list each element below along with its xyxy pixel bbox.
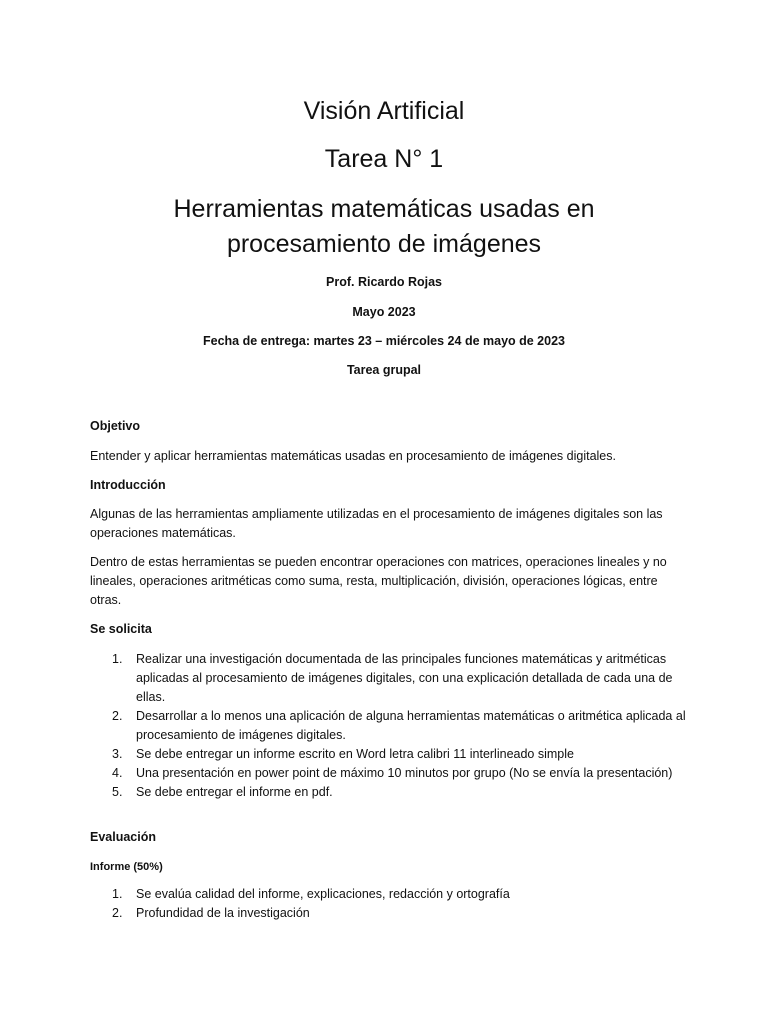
list-item-number: 5. (112, 785, 123, 799)
list-item-text: Se evalúa calidad del informe, explicaciones, redacción y ortografía (136, 887, 510, 901)
professor-name: Prof. Ricardo Rojas (326, 275, 442, 289)
list-item-text: Se debe entregar el informe en pdf. (136, 785, 333, 799)
document-title: Visión Artificial (303, 97, 465, 125)
list-item-number: 4. (112, 766, 123, 780)
list-item (90, 783, 690, 802)
subtitle-line-2: procesamiento de imágenes (226, 230, 542, 258)
report-weight-heading: Informe (50%) (90, 861, 163, 873)
list-item (90, 764, 690, 783)
group-assignment-label: Tarea grupal (346, 363, 422, 377)
assignment-number: Tarea N° 1 (324, 145, 444, 173)
requested-heading: Se solicita (90, 622, 152, 636)
list-item-number: 1. (112, 652, 123, 666)
list-item (90, 650, 690, 707)
list-item-text: Realizar una investigación documentada de las principales funciones matemáticas y aritméticas aplicadas al procesamiento de imágenes digitales, con una explicación detallada de cada una de ellas. (136, 652, 673, 704)
list-item-text: Se debe entregar un informe escrito en Word letra calibri 11 interlineado simple (136, 747, 574, 761)
introduction-heading: Introducción (90, 478, 166, 492)
list-item-text: Profundidad de la investigación (136, 906, 310, 920)
objective-text: Entender y aplicar herramientas matemáticas usadas en procesamiento de imágenes digitales. (90, 449, 616, 463)
list-item-number: 2. (112, 709, 123, 723)
list-item-number: 2. (112, 906, 123, 920)
evaluation-list (90, 885, 690, 923)
introduction-paragraph-2: Dentro de estas herramientas se pueden encontrar operaciones con matrices, operaciones lineales y no lineales, operaciones aritméticas como suma, resta, multiplicación, división, operaciones lógicas, entre otras. (90, 555, 667, 607)
document-date: Mayo 2023 (352, 305, 416, 319)
list-item-number: 3. (112, 747, 123, 761)
list-item (90, 707, 690, 745)
subtitle-line-1: Herramientas matemáticas usadas en (173, 195, 595, 223)
objective-heading: Objetivo (90, 419, 141, 433)
list-item-text: Una presentación en power point de máximo 10 minutos por grupo (No se envía la presentación) (136, 766, 673, 780)
due-date: Fecha de entrega: martes 23 – miércoles 24 de mayo de 2023 (203, 334, 565, 348)
evaluation-heading: Evaluación (90, 830, 156, 844)
list-item (90, 745, 690, 764)
introduction-paragraph-1: Algunas de las herramientas ampliamente utilizadas en el procesamiento de imágenes digitales son las operaciones matemáticas. (90, 507, 663, 540)
list-item (90, 904, 690, 923)
list-item-number: 1. (112, 887, 123, 901)
list-item-text: Desarrollar a lo menos una aplicación de alguna herramientas matemáticas o aritmética aplicada al procesamiento de imágenes digitales. (136, 709, 686, 742)
requested-list (90, 650, 690, 802)
list-item (90, 885, 690, 904)
